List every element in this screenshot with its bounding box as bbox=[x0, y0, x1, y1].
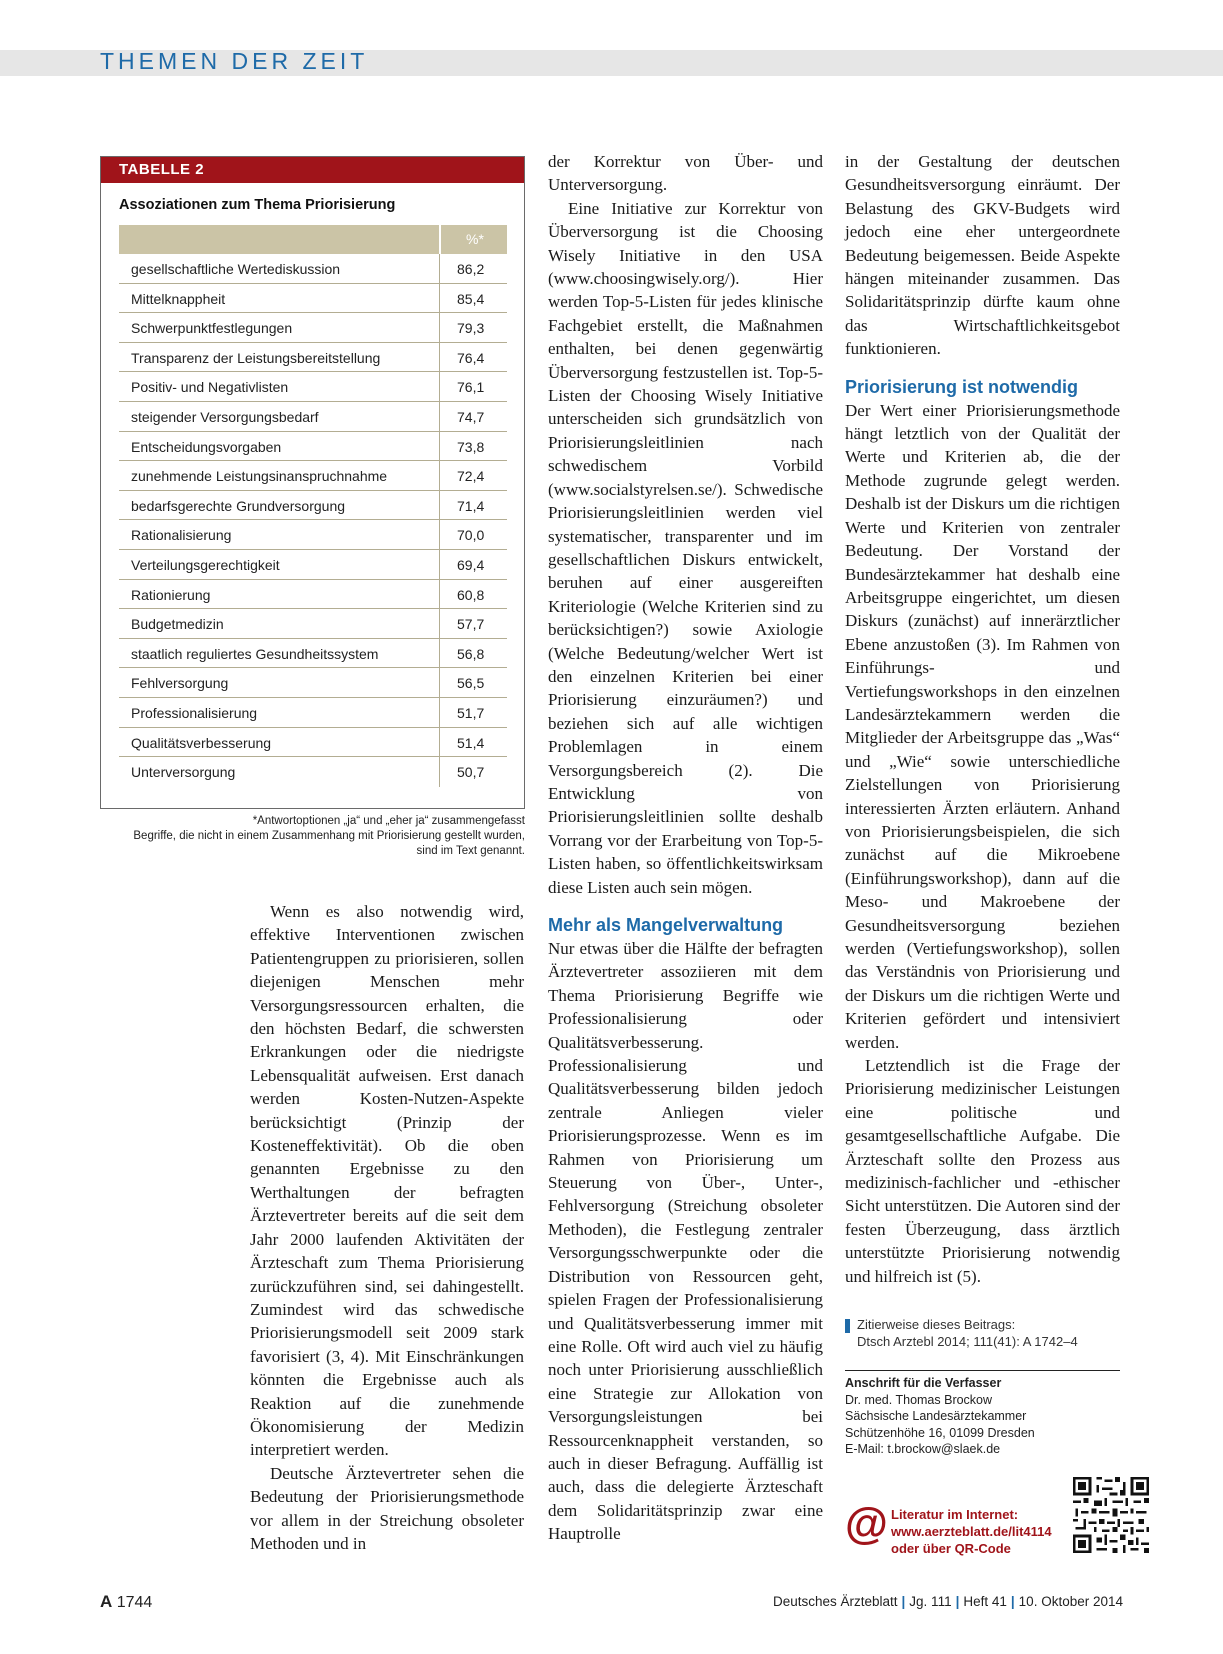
table-cell-label: staatlich reguliertes Gesundheitssystem bbox=[131, 645, 379, 662]
paragraph: in der Gestaltung der deutschen Gesundheitsversorgung einräumt. Der Belastung des GKV-Budgets wird jedoch eine eher untergeordnete Bedeutung beigemessen. Beide Aspekte hängen miteinander zusammen. Das Solidaritätsprinzip dürfte kaum ohne das Wirtschaftlichkeitsgebot funktionieren. bbox=[845, 152, 1120, 359]
table-cell-label: Rationierung bbox=[131, 586, 211, 603]
table-note-3: sind im Text genannt. bbox=[416, 845, 525, 857]
table-row bbox=[119, 520, 507, 550]
table-row bbox=[119, 372, 507, 402]
citation-line-1: Zitierweise dieses Beitrags: bbox=[857, 1317, 1016, 1332]
table-cell-label: Qualitätsverbesserung bbox=[131, 734, 272, 751]
table-row bbox=[119, 698, 507, 728]
citation-line-2: Dtsch Arztebl 2014; 111(41): A 1742–4 bbox=[857, 1333, 1078, 1349]
table-note-2: Begriffe, die nicht in einem Zusammenhang mit Priorisierung gestellt wurden, bbox=[133, 830, 525, 842]
page-number-value: 1744 bbox=[116, 1594, 153, 1611]
table-row bbox=[119, 491, 507, 521]
table-row bbox=[119, 432, 507, 462]
table bbox=[119, 225, 507, 787]
table-cell-label: Schwerpunktfestlegungen bbox=[131, 320, 293, 337]
table-cell-label: Fehlversorgung bbox=[131, 675, 229, 692]
table-row bbox=[119, 461, 507, 491]
table-cell-label: Budgetmedizin bbox=[131, 616, 224, 633]
table-cell-label: Rationalisierung bbox=[131, 527, 232, 544]
text-column-2 bbox=[548, 150, 823, 1546]
table-cell-label: Unterversorgung bbox=[131, 764, 236, 781]
table-caption: Assoziationen zum Thema Priorisierung bbox=[119, 197, 396, 213]
table-cell-value: 56,5 bbox=[457, 675, 485, 692]
table-cell-label: bedarfsgerechte Grundversorgung bbox=[131, 497, 346, 514]
table-cell-value: 86,2 bbox=[457, 261, 485, 277]
paragraph: Wenn es also notwendig wird, effektive Interventionen zwischen Patientengruppen zu priorisieren, sollen diejenigen Menschen mehr Versorgungsressourcen erhalten, die den höchsten Bedarf, die schwersten Erkrankungen oder die niedrigste Lebensqualität aufweisen. Erst danach werden Kosten-Nutzen-Aspekte berücksichtigt (Prinzip der Kosteneffektivität). Ob die oben genannten Ergebnisse zu den Werthaltungen der befragten Ärztevertreter bereits auf die seit dem Jahr 2000 laufenden Aktivitäten der Ärzteschaft zum Thema Priorisierung zurückzuführen sind, sei dahingestellt. Zumindest wird das schwedische Priorisierungsmodell seit 2009 stark favorisiert (3, 4). Mit Einschränkungen könnten die Ergebnisse auch als Reaktion auf die zunehmende Ökonomisierung der Medizin interpretiert werden. bbox=[250, 902, 524, 1460]
table-cell-value: 51,4 bbox=[457, 734, 485, 751]
literature-link[interactable]: www.aerzteblatt.de/lit4114 bbox=[891, 1524, 1052, 1539]
qr-code-icon[interactable] bbox=[1073, 1477, 1149, 1553]
table-cell-label: Verteilungsgerechtigkeit bbox=[131, 556, 280, 573]
table-cell-label: Professionalisierung bbox=[131, 704, 258, 721]
address-org: Sächsische Landesärztekammer bbox=[845, 1409, 1027, 1423]
journal-date: 10. Oktober 2014 bbox=[1018, 1594, 1123, 1609]
paragraph: Eine Initiative zur Korrektur von Überversorgung ist die Choosing Wisely Initiative in den USA (www.choosingwisely.org/). Hier werden Top-5-Listen für jedes klinische Fachgebiet erstellt, die Maßnahmen enthalten, bei denen gegenwärtig Überversorgung festzustellen ist. Top-5-Listen der Choosing Wisely Initiative unterscheiden sich grundsätzlich von Priorisierungsleitlinien nach schwedischem Vorbild (www.socialstyrelsen.se/). Schwedische Priorisierungsleitlinien werden viel systematischer, transparenter und im gesellschaftlichen Diskurs entwickelt, beruhen auf einer ausgereiften Kriteriologie (Welche Kriterien sind zu berücksichtigen?) sowie Axiologie (Welche Bedeutung/welcher Wert ist den einzelnen Kriterien bei einer Priorisierung einzuräumen?) und beziehen sich auf alle wichtigen Problemlagen in einem Versorgungsbereich (2). Die Entwicklung von Priorisierungsleitlinien sollte deshalb Vorrang vor der Erarbeitung von Top-5-Listen haben, so öffentlichkeitswirksam diese Listen auch sein mögen. bbox=[548, 198, 823, 897]
literature-line-3: oder über QR-Code bbox=[891, 1541, 1011, 1556]
table-row bbox=[119, 284, 507, 314]
journal-issue: Heft 41 bbox=[963, 1594, 1007, 1609]
table-row bbox=[119, 609, 507, 639]
address-street: Schützenhöhe 16, 01099 Dresden bbox=[845, 1425, 1035, 1440]
table-cell-value: 85,4 bbox=[457, 290, 485, 307]
table-cell-value: 51,7 bbox=[457, 704, 485, 721]
at-icon: @ bbox=[845, 1499, 888, 1548]
subheading: Priorisierung ist notwendig bbox=[845, 376, 1079, 397]
table-cell-label: Positiv- und Negativlisten bbox=[131, 379, 289, 396]
paragraph: Der Wert einer Priorisierungsmethode hängt letztlich von der Qualität der Werte und Kriterien ab, die der Methode zugrunde gelegt werden. Deshalb ist der Diskurs um die richtigen Werte und Kriterien von zentraler Bedeutung. Der Vorstand der Bundesärztekammer hat deshalb eine Arbeitsgruppe eingerichtet, um diesen Diskurs (zunächst) auf innerärztlicher Ebene anzustoßen (3). Im Rahmen von Einführungs- und Vertiefungsworkshops in den einzelnen Landesärztekammern werden die Mitglieder der Arbeitsgruppe das „Was“ und „Wie“ sowie unterschiedliche Zielstellungen von Priorisierung interessierten Ärzten erläutern. Anhand von Priorisierungsbeispielen, die sich zunächst auf die Mikroebene (Einführungsworkshop), dann auf die Meso- und Makroebene der Gesundheitsversorgung beziehen werden (Vertiefungsworkshop), sollen das Verständnis von Priorisierung und der Diskurs um die richtigen Werte und Kriterien gefördert und intensiviert werden. bbox=[845, 400, 1120, 1052]
table-column-header-percent: %* bbox=[466, 231, 484, 247]
table-cell-value: 79,3 bbox=[457, 320, 485, 337]
paragraph: Letztendlich ist die Frage der Priorisierung medizinischer Leistungen eine politische und gesamtgesellschaftliche Aufgabe. Die Ärzteschaft sollte den Prozess aus medizinisch-fachlicher und -ethischer Sicht unterstützen. Die Autoren sind der festen Überzeugung, dass ärztlich unterstützte Priorisierung notwendig und hilfreich ist (5). bbox=[845, 1056, 1120, 1286]
table-row bbox=[119, 757, 507, 787]
page-prefix: A bbox=[100, 1592, 113, 1611]
table-cell-value: 73,8 bbox=[457, 438, 485, 455]
author-address bbox=[845, 1375, 1120, 1458]
table-cell-label: Entscheidungsvorgaben bbox=[131, 438, 282, 455]
table-row bbox=[119, 343, 507, 373]
address-title: Anschrift für die Verfasser bbox=[845, 1376, 1002, 1390]
citation-marker bbox=[845, 1319, 850, 1333]
table-cell-label: steigender Versorgungsbedarf bbox=[131, 408, 319, 425]
section-title: THEMEN DER ZEIT bbox=[100, 48, 369, 74]
table-cell-label: Transparenz der Leistungsbereitstellung bbox=[131, 349, 381, 366]
citation bbox=[845, 1317, 1120, 1350]
subheading: Mehr als Mangelverwaltung bbox=[548, 915, 784, 935]
table-row bbox=[119, 402, 507, 432]
table-row bbox=[119, 313, 507, 343]
paragraph: der Korrektur von Über- und Unterversorgung. bbox=[548, 152, 823, 195]
table-cell-value: 60,8 bbox=[457, 586, 485, 603]
journal-volume: Jg. 111 bbox=[909, 1594, 952, 1609]
table-cell-label: zunehmende Leistungsinanspruchnahme bbox=[131, 468, 388, 485]
paragraph: Nur etwas über die Hälfte der befragten Ärztevertreter assoziieren mit dem Thema Priorisierung Begriffe wie Professionalisierung oder Qualitätsverbesserung. Professionalisierung und Qualitätsverbesserung bilden jedoch zentrale Anliegen vieler Priorisierungsprozesse. Wenn es im Rahmen von Priorisierung um Steuerung von Über-, Unter-, Fehlversorgung (Streichung obsoleter Methoden), die Festlegung zentraler Versorgungsschwerpunkte oder die Distribution von Ressourcen geht, spielen Fragen der Professionalisierung und Qualitätsverbesserung immer mit eine Rolle. Oft wird auch viel zu häufig noch unter Priorisierung ausschließlich eine Strategie zur Allokation von Versorgungsleistungen bei Ressourcenknappheit verstanden, so auch in dieser Befragung. Auffällig ist auch, dass die delegierte Ärzteschaft dem Solidaritätsprinzip zwar eine Hauptrolle bbox=[548, 939, 823, 1544]
table-cell-label: Mittelknappheit bbox=[131, 290, 226, 307]
table-cell-value: 50,7 bbox=[457, 764, 485, 781]
divider bbox=[845, 1370, 1120, 1371]
journal-name: Deutsches Ärzteblatt bbox=[772, 1594, 898, 1609]
table-cell-value: 72,4 bbox=[457, 468, 485, 485]
table-cell-value: 71,4 bbox=[457, 497, 485, 514]
table-box bbox=[100, 156, 525, 809]
table-cell-label: gesellschaftliche Wertediskussion bbox=[131, 261, 341, 277]
table-row bbox=[119, 728, 507, 758]
address-email[interactable]: E-Mail: t.brockow@slaek.de bbox=[845, 1442, 1001, 1456]
journal-info: Deutsches Ärzteblatt | Jg. 111 | Heft 41 | 10. Oktober 2014 bbox=[772, 1594, 1123, 1609]
table-row bbox=[119, 668, 507, 698]
table-cell-value: 69,4 bbox=[457, 556, 485, 573]
table-cell-value: 57,7 bbox=[457, 616, 485, 633]
table-column-header bbox=[119, 225, 507, 254]
table-row bbox=[119, 639, 507, 669]
literature-box bbox=[845, 1499, 1052, 1562]
table-label: TABELLE 2 bbox=[101, 157, 524, 183]
table-row bbox=[119, 550, 507, 580]
table-cell-value: 56,8 bbox=[457, 645, 485, 662]
table-cell-value: 70,0 bbox=[457, 527, 485, 544]
table-cell-value: 76,4 bbox=[457, 349, 485, 366]
table-cell-value: 76,1 bbox=[457, 379, 485, 396]
table-row bbox=[119, 254, 507, 284]
text-column-3 bbox=[845, 150, 1120, 1288]
paragraph: Deutsche Ärztevertreter sehen die Bedeutung der Priorisierungsmethode vor allem in der Streichung obsoleter Methoden und in bbox=[250, 1463, 524, 1553]
page-number bbox=[100, 1592, 152, 1612]
table-note-1: *Antwortoptionen „ja“ und „eher ja“ zusammengefasst bbox=[252, 815, 525, 827]
text-column-1 bbox=[250, 900, 524, 1555]
table-row bbox=[119, 580, 507, 610]
literature-line-1: Literatur im Internet: bbox=[891, 1507, 1019, 1522]
address-name: Dr. med. Thomas Brockow bbox=[845, 1392, 993, 1407]
table-cell-value: 74,7 bbox=[457, 408, 485, 425]
